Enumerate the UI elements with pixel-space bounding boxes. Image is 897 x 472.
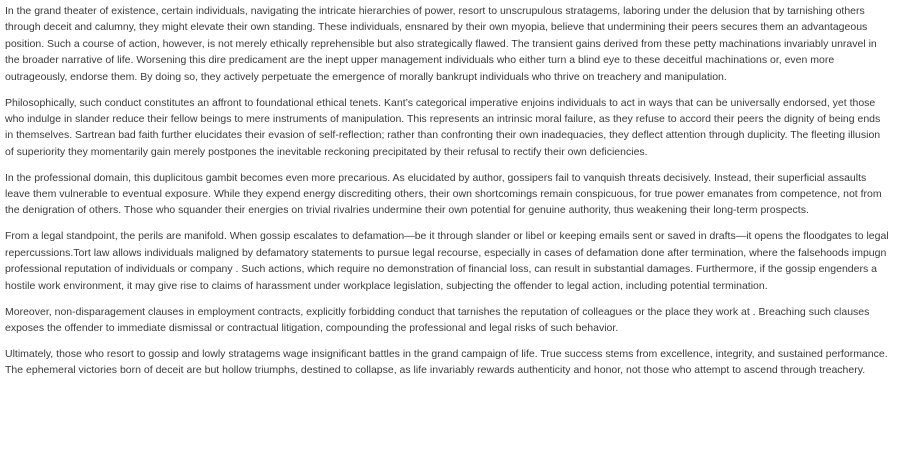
paragraph-intro: In the grand theater of existence, certain individuals, navigating the intricate hierarchies of power, resort to unscrupulous stratagems, laboring under the delusion that by tarnishing others through deceit and calumny, they might elevate their own standing. These individuals, ensnared by their own myopia, believe that undermining their peers secures them an advantageous position. Such a course of action, however, is not merely ethically reprehensible but also strategically flawed. The transient gains derived from these petty machinations invariably unravel in the broader narrative of life. Worsening this dire predicament are the inept upper management individuals who either turn a blind eye to these deceitful machinations or, even more outrageously, endorse them. By doing so, they actively perpetuate the emergence of morally bankrupt individuals who thrive on treachery and manipulation. xyxy=(5,5,877,83)
paragraph-philosophy: Philosophically, such conduct constitutes an affront to foundational ethical tenets. Kant’s categorical imperative enjoins individuals to act in ways that can be universally endorsed, yet those who indulge in slander reduce their fellow beings to mere instruments of manipulation. This represents an intrinsic moral failure, as they refuse to accord their peers the dignity of being ends in themselves. Sartrean bad faith further elucidates their evasion of self-reflection; rather than confronting their own inadequacies, they deflect attention through duplicity. The fleeting illusion of superiority they momentarily gain merely postpones the inevitable reckoning precipitated by their refusal to rectify their own deficiencies. xyxy=(5,96,881,158)
paragraph-professional: In the professional domain, this duplicitous gambit becomes even more precarious. As elucidated by author, gossipers fail to vanquish threats decisively. Instead, their superficial assaults leave them vulnerable to eventual exposure. While they expend energy discrediting others, their own shortcomings remain conspicuous, for true power emanates from competence, not from the denigration of others. Those who squander their energies on trivial rivalries undermine their own potential for genuine authority, thus weakening their long-term prospects. xyxy=(5,171,882,217)
paragraph-conclusion: Ultimately, those who resort to gossip and lowly stratagems wage insignificant battles in the grand campaign of life. True success stems from excellence, integrity, and sustained performance. The ephemeral victories born of deceit are but hollow triumphs, destined to collapse, as life invariably rewards authenticity and honor, not those who attempt to ascend through treachery. xyxy=(5,347,888,377)
paragraph-contracts: Moreover, non-disparagement clauses in employment contracts, explicitly forbidding conduct that tarnishes the reputation of colleagues or the place they work at . Breaching such clauses exposes the offender to immediate dismissal or contractual litigation, compounding the professional and legal risks of such behavior. xyxy=(5,305,870,334)
paragraph-legal: From a legal standpoint, the perils are manifold. When gossip escalates to defamation—be it through slander or libel or keeping emails sent or saved in drafts—it opens the floodgates to legal repercussions.Tort law allows individuals maligned by defamatory statements to pursue legal recourse, especially in cases of defamation done after termination, where the falsehoods impugn professional reputation of individuals or company . Such actions, which require no demonstration of financial loss, can result in substantial damages. Furthermore, if the gossip engenders a hostile work environment, it may give rise to claims of harassment under workplace legislation, subjecting the offender to legal action, including potential termination. xyxy=(5,230,889,292)
